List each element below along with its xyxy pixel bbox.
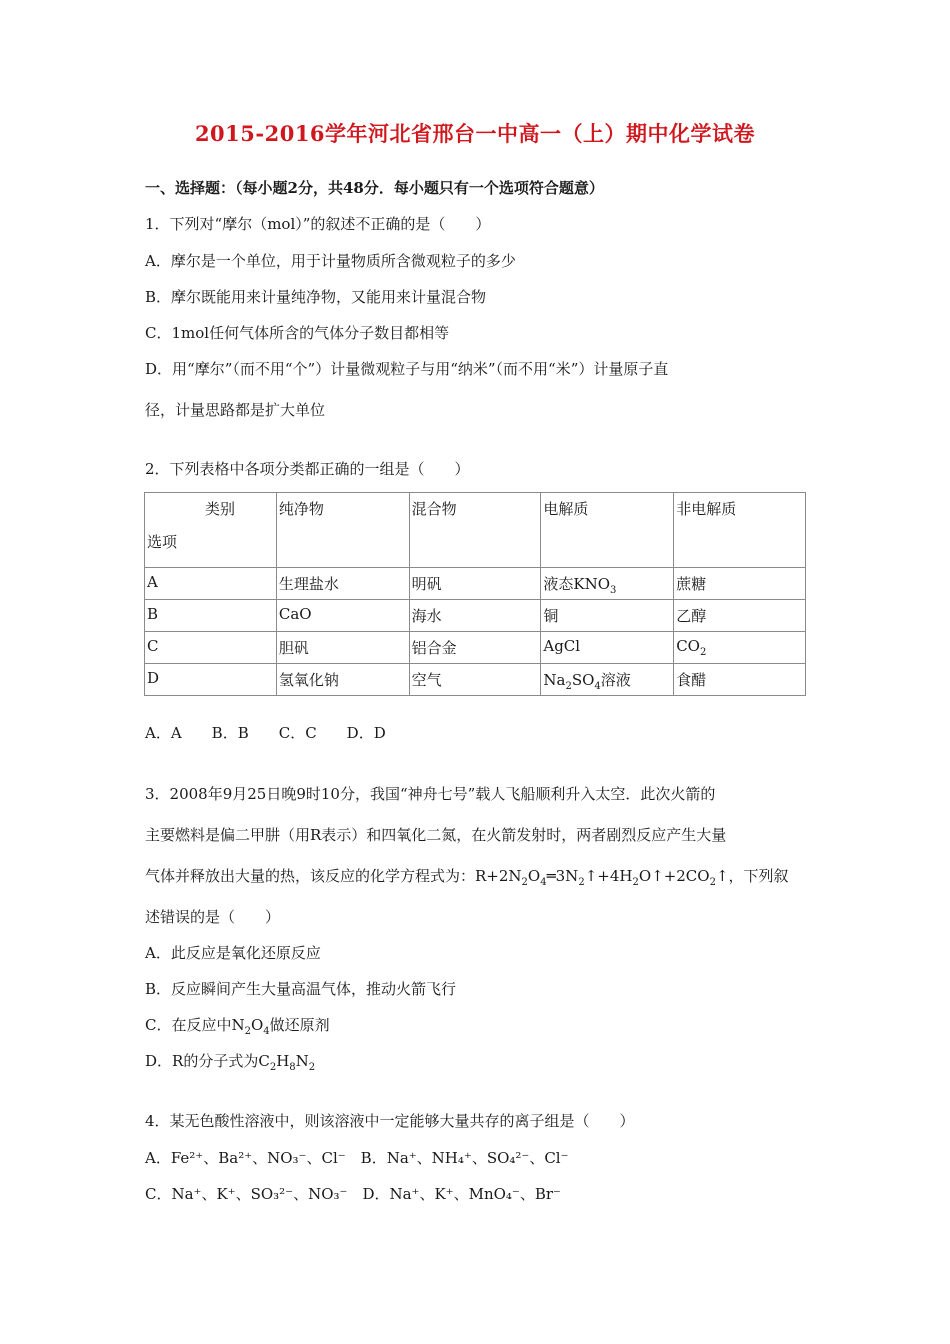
row-option: B [145,600,277,632]
q3-line-4: 述错误的是（ ） [145,908,281,926]
q1-option-c: C．1mol任何气体所含的气体分子数目都相等 [145,324,450,342]
cell-mixture: 明矾 [409,568,541,600]
row-option: C [145,632,277,664]
q3-line-2: 主要燃料是偏二甲肼（用R表示）和四氧化二氮，在火箭发射时，两者剧烈反应产生大量 [145,826,727,844]
q1-stem: 1．下列对“摩尔（mol）”的叙述不正确的是（ ） [145,215,491,233]
q3-equation-line: 气体并释放出大量的热，该反应的化学方程式为：$R+2N_2O_4═3N_2↑+4H_2O↑+2CO_2↑$，下列叙 [145,867,789,888]
cell-mixture: 海水 [409,600,541,632]
section-heading: 一、选择题：（每小题2分，共48分．每小题只有一个选项符合题意） [145,179,604,197]
q4-options-cd: C．Na⁺、K⁺、SO₃²⁻、NO₃⁻ D．Na⁺、K⁺、MnO₄⁻、Br⁻ [145,1185,561,1203]
classification-table [144,492,806,696]
table-row [145,600,806,632]
cell-pure: CaO [276,600,409,632]
cell-nonelectrolyte: 乙醇 [674,600,806,632]
table-row [145,568,806,600]
q1-option-d: D．用“摩尔”（而不用“个”）计量微观粒子与用“纳米”（而不用“米”）计量原子直 [145,360,669,378]
q2-stem: 2．下列表格中各项分类都正确的一组是（ ） [145,460,470,478]
cell-mixture: 铝合金 [409,632,541,664]
row-option: D [145,664,277,696]
q3-option-a: A．此反应是氧化还原反应 [145,944,321,962]
q4-options-ab: A．Fe²⁺、Ba²⁺、NO₃⁻、Cl⁻ B．Na⁺、NH₄⁺、SO₄²⁻、Cl⁻ [145,1149,569,1167]
row-option: A [145,568,277,600]
cell-pure: 氢氧化钠 [276,664,409,696]
cell-nonelectrolyte: $CO_2$ [674,632,806,664]
table-header-row [145,493,806,568]
table-row [145,664,806,696]
q3-line-1: 3．2008年9月25日晚9时10分，我国“神舟七号”载人飞船顺利升入太空．此次火箭的 [145,785,716,803]
cell-pure: 生理盐水 [276,568,409,600]
q3-option-c: C．在反应中$N_2O_4$做还原剂 [145,1016,330,1037]
header-pure: 纯净物 [276,493,409,568]
cell-electrolyte: AgCl [541,632,674,664]
cell-electrolyte: 铜 [541,600,674,632]
q3-option-b: B．反应瞬间产生大量高温气体，推动火箭飞行 [145,980,457,998]
corner-label-category: 类别 [205,500,236,518]
q3-option-d: D．R的分子式为$C_2H_8N_2$ [145,1052,316,1073]
q1-option-b: B．摩尔既能用来计量纯净物，又能用来计量混合物 [145,288,487,306]
q1-option-a: A．摩尔是一个单位，用于计量物质所含微观粒子的多少 [145,252,516,270]
header-nonelectrolyte: 非电解质 [674,493,806,568]
cell-mixture: 空气 [409,664,541,696]
cell-electrolyte: 液态$KNO_3$ [541,568,674,600]
header-electrolyte: 电解质 [541,493,674,568]
table-row [145,632,806,664]
corner-label-option: 选项 [147,533,178,551]
table-corner-cell [145,493,277,568]
q2-choices: A．A B．B C．C D．D [145,724,386,742]
cell-electrolyte: $Na_2SO_4$溶液 [541,664,674,696]
cell-nonelectrolyte: 蔗糖 [674,568,806,600]
cell-nonelectrolyte: 食醋 [674,664,806,696]
page-title: 2015-2016学年河北省邢台一中高一（上）期中化学试卷 [194,121,756,146]
q4-stem: 4．某无色酸性溶液中，则该溶液中一定能够大量共存的离子组是（ ） [145,1112,635,1130]
q1-option-d-cont: 径，计量思路都是扩大单位 [145,401,326,419]
cell-pure: 胆矾 [276,632,409,664]
header-mixture: 混合物 [409,493,541,568]
